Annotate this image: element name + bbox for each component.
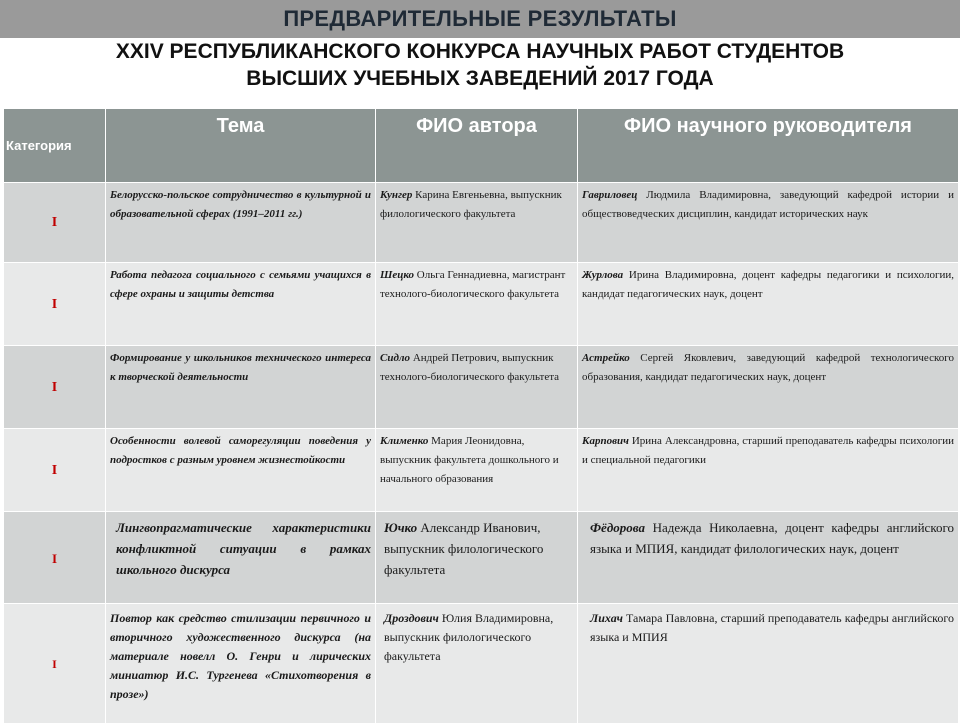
supervisor-surname: Лихач	[590, 611, 623, 625]
table-header-row	[4, 109, 959, 183]
author-details: Ольга Геннадиевна, магистрант технолого-биологического факультета	[380, 269, 566, 300]
contest-title-line2: ВЫСШИХ УЧЕБНЫХ ЗАВЕДЕНИЙ 2017 ГОДА	[246, 67, 714, 90]
supervisor-surname: Журлова	[582, 269, 624, 281]
table-row	[4, 429, 959, 512]
topic-cell: Повтор как средство стилизации первичного и вторичного художественного дискурса (на материале новелл О. Генри и лирических миниатюр И.С. Тургенева «Стихотворения в прозе»)	[106, 604, 376, 724]
column-header-topic: Тема	[106, 109, 376, 183]
supervisor-surname: Гавриловец	[582, 189, 638, 201]
supervisor-details: Сергей Яковлевич, заведующий кафедрой технологического образования, кандидат педагогических наук, доцент	[582, 352, 954, 383]
supervisor-details: Надежда Николаевна, доцент кафедры английского языка и МПИЯ, кандидат филологических наук, доцент	[590, 520, 954, 556]
topic-cell: Лингвопрагматические характеристики конфликтной ситуации в рамках школьного дискурса	[106, 512, 376, 604]
author-cell	[376, 512, 578, 604]
author-cell	[376, 604, 578, 724]
column-header-category: Категория	[4, 109, 106, 183]
category-cell: I	[4, 429, 106, 512]
category-cell: I	[4, 346, 106, 429]
results-table	[3, 108, 959, 724]
author-surname: Шецко	[380, 269, 415, 281]
column-header-author: ФИО автора	[376, 109, 578, 183]
supervisor-cell	[578, 183, 959, 263]
category-cell: I	[4, 604, 106, 724]
author-cell	[376, 263, 578, 346]
author-details: Юлия Владимировна, выпускник филологического факультета	[384, 611, 554, 663]
author-surname: Кунгер	[380, 189, 413, 201]
supervisor-surname: Карпович	[582, 435, 629, 447]
author-cell	[376, 429, 578, 512]
supervisor-cell	[578, 512, 959, 604]
table-row	[4, 512, 959, 604]
category-cell: I	[4, 263, 106, 346]
supervisor-cell	[578, 604, 959, 724]
supervisor-details: Тамара Павловна, старший преподаватель кафедры английского языка и МПИЯ	[590, 611, 954, 644]
author-surname: Дроздович	[384, 611, 439, 625]
contest-title-line1: XXIV РЕСПУБЛИКАНСКОГО КОНКУРСА НАУЧНЫХ РАБОТ СТУДЕНТОВ	[115, 40, 845, 63]
contest-title	[0, 38, 960, 92]
table-row	[4, 346, 959, 429]
author-surname: Сидло	[380, 352, 411, 364]
column-header-supervisor: ФИО научного руководителя	[578, 109, 959, 183]
author-surname: Ючко	[384, 520, 418, 535]
supervisor-surname: Фёдорова	[590, 520, 645, 535]
author-details: Александр Иванович, выпускник филологического факультета	[384, 520, 544, 577]
author-cell	[376, 346, 578, 429]
author-details: Карина Евгеньевна, выпускник филологического факультета	[380, 189, 562, 220]
table-row	[4, 604, 959, 724]
supervisor-details: Людмила Владимировна, заведующий кафедрой истории и обществоведческих дисциплин, кандидат исторических наук	[582, 189, 954, 220]
topic-cell: Формирование у школьников технического интереса к творческой деятельности	[106, 346, 376, 429]
supervisor-details: Ирина Александровна, старший преподаватель кафедры психологии и специальной педагогики	[582, 435, 954, 466]
author-details: Андрей Петрович, выпускник технолого-биологического факультета	[380, 352, 560, 383]
category-cell: I	[4, 512, 106, 604]
category-cell: I	[4, 183, 106, 263]
author-details: Мария Леонидовна, выпускник факультета дошкольного и начального образования	[380, 435, 559, 485]
topic-cell: Работа педагога социального с семьями учащихся в сфере охраны и защиты детства	[106, 263, 376, 346]
supervisor-surname: Астрейко	[582, 352, 630, 364]
author-cell	[376, 183, 578, 263]
supervisor-cell	[578, 429, 959, 512]
supervisor-details: Ирина Владимировна, доцент кафедры педагогики и психологии, кандидат педагогических наук, доцент	[582, 269, 954, 300]
supervisor-cell	[578, 346, 959, 429]
topic-cell: Особенности волевой саморегуляции поведения у подростков с разным уровнем жизнестойкости	[106, 429, 376, 512]
results-banner: ПРЕДВАРИТЕЛЬНЫЕ РЕЗУЛЬТАТЫ	[0, 0, 960, 38]
topic-cell: Белорусско-польское сотрудничество в культурной и образовательной сферах (1991–2011 гг.)	[106, 183, 376, 263]
author-surname: Клименко	[380, 435, 429, 447]
table-row	[4, 183, 959, 263]
table-row	[4, 263, 959, 346]
supervisor-cell	[578, 263, 959, 346]
